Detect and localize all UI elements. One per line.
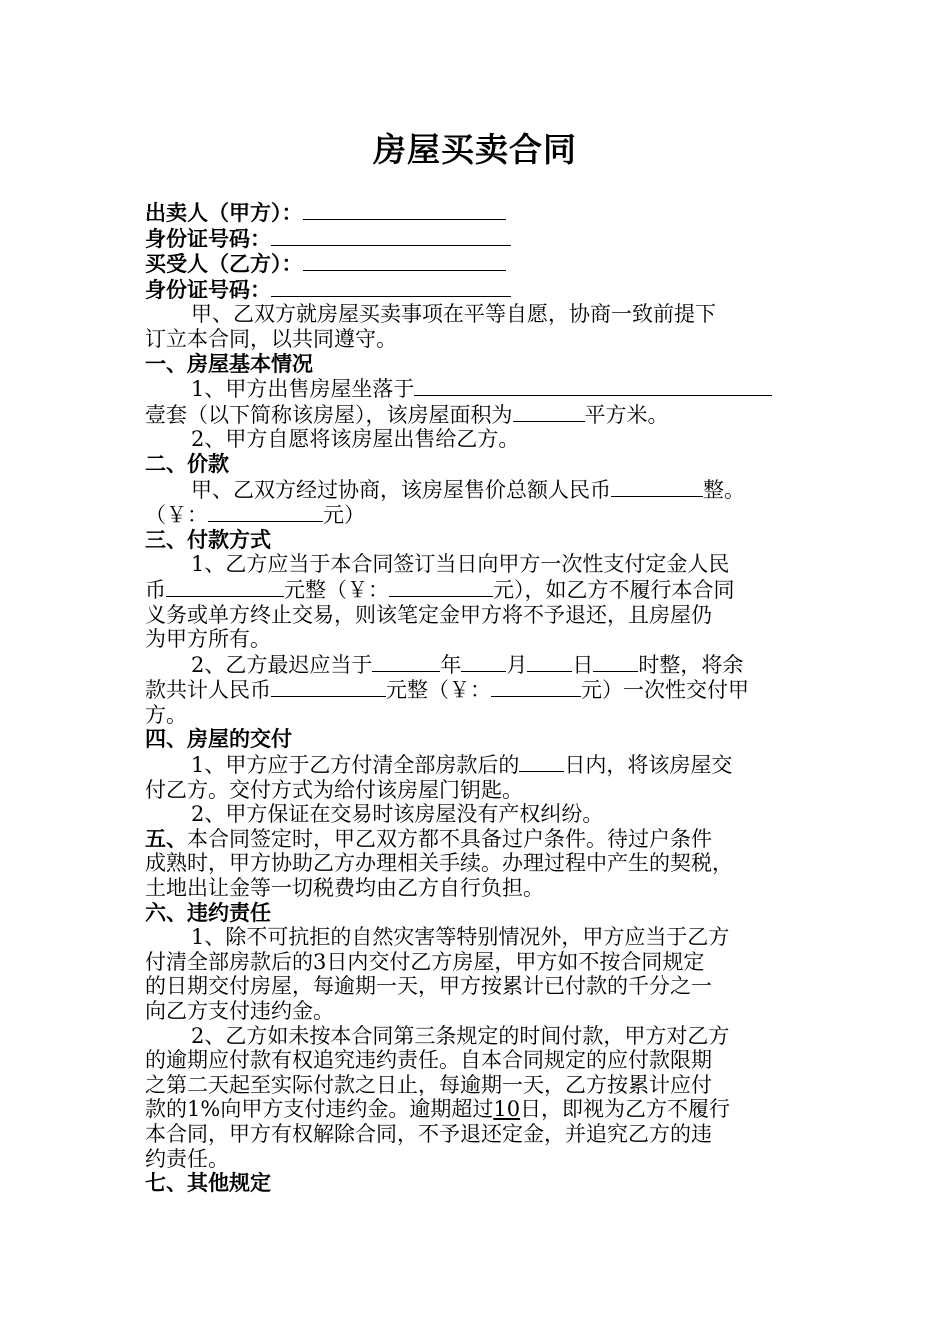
- s2-yuan-suffix: 元）: [323, 503, 365, 528]
- s2-p1-line-2: [145, 502, 813, 528]
- buyer-id-blank: [271, 277, 511, 297]
- s2-p1-line-1: [145, 477, 813, 503]
- s3-text-c: 元），如乙方不履行本合同: [493, 577, 735, 602]
- buyer-id-line: [145, 277, 813, 303]
- s6-p2-line-3: 之第二天起至实际付款之日止，每逾期一天，乙方按累计应付: [145, 1072, 712, 1097]
- s5-line-1: [145, 827, 813, 852]
- area-unit: 平方米。: [584, 402, 669, 427]
- overdue-days-value: 10: [493, 1097, 521, 1122]
- seller-blank: [303, 200, 506, 220]
- s3-p2-line-2: [145, 677, 813, 703]
- section-2-heading: 二、价款: [145, 451, 229, 476]
- section-4-heading: 四、房屋的交付: [145, 727, 292, 752]
- price-yuan-blank: [208, 502, 323, 522]
- s1-p2: 2、甲方自愿将该房屋出售给乙方。: [191, 427, 520, 452]
- buyer-line: [145, 251, 813, 277]
- s5-line-2: 成熟时，甲方协助乙方办理相关手续。办理过程中产生的契税，: [145, 851, 733, 876]
- s2-p1-text-b: 整。: [703, 477, 745, 502]
- s1-p1-text-b: 壹套（以下简称该房屋），该房屋面积为: [145, 402, 513, 427]
- delivery-days-blank: [519, 752, 564, 772]
- s4-p1-text-b: 日内，将该房屋交: [564, 753, 733, 778]
- day-label: 日: [572, 652, 594, 677]
- buyer-blank: [303, 251, 506, 271]
- s1-p1-text: 1、甲方出售房屋坐落于: [191, 377, 415, 402]
- s3-p1-line-4: 为甲方所有。: [145, 627, 271, 652]
- year-blank: [372, 652, 440, 672]
- s3-p2-balance-text: 款共计人民币: [145, 678, 271, 703]
- seller-id-blank: [271, 226, 511, 246]
- s5-line-3: 土地出让金等一切税费均由乙方自行负担。: [145, 876, 544, 901]
- s4-p1-text: 1、甲方应于乙方付清全部房款后的: [191, 753, 520, 778]
- document-title: 房屋买卖合同: [373, 130, 577, 169]
- s6-p2-line-6: 约责任。: [145, 1146, 229, 1171]
- s6-p1-line-3: 的日期交付房屋，每逾期一天，甲方按累计已付款的千分之一: [145, 974, 712, 999]
- s1-p1-line-1: [145, 376, 813, 402]
- section-7-heading: 七、其他规定: [145, 1171, 271, 1196]
- s3-text-a: 币: [145, 577, 166, 602]
- month-blank: [461, 652, 506, 672]
- seller-label: 出卖人（甲方）：: [145, 201, 303, 225]
- balance-yuan-blank: [491, 677, 581, 697]
- s6-p2-text: 款的1%向甲方支付违约金。逾期超过: [145, 1097, 494, 1122]
- location-blank: [414, 376, 772, 396]
- s3-p2-line-1: [145, 652, 813, 678]
- intro-line-2: 订立本合同，以共同遵守。: [145, 326, 397, 351]
- s4-p1-line-1: [145, 752, 813, 778]
- buyer-id-label: 身份证号码：: [145, 277, 271, 302]
- area-blank: [513, 402, 585, 422]
- s6-p2-line-4: [145, 1097, 813, 1122]
- month-label: 月: [506, 652, 528, 677]
- seller-line: [145, 200, 813, 226]
- s6-p1-line-1: 1、除不可抗拒的自然灾害等特别情况外，甲方应当于乙方: [191, 925, 730, 950]
- price-blank: [611, 477, 703, 497]
- section-3-heading: 三、付款方式: [145, 527, 271, 552]
- deposit-yuan-blank: [389, 577, 493, 597]
- s6-p1-line-2: 付清全部房款后的3日内交付乙方房屋，甲方如不按合同规定: [145, 949, 705, 974]
- s3-p1-line-2: [145, 577, 813, 603]
- year-label: 年: [440, 652, 462, 677]
- s3-p2-balance-text-b: 元整（￥：: [386, 678, 491, 703]
- s2-p1-text: 甲、乙双方经过协商，该房屋售价总额人民币: [191, 477, 611, 502]
- s3-p1-line-3: 义务或单方终止交易，则该笔定金甲方将不予退还，且房屋仍: [145, 602, 712, 627]
- s6-p2-line-5: 本合同，甲方有权解除合同，不予退还定金，并追究乙方的违: [145, 1121, 712, 1146]
- section-1-heading: 一、房屋基本情况: [145, 351, 313, 376]
- s6-p2-line-2: 的逾期应付款有权追究违约责任。自本合同规定的应付款限期: [145, 1048, 712, 1073]
- section-6-heading: 六、违约责任: [145, 900, 271, 925]
- s6-p1-line-4: 向乙方支付违约金。: [145, 999, 334, 1023]
- buyer-label: 买受人（乙方）：: [145, 252, 303, 277]
- contract-body: [145, 200, 813, 1196]
- s4-p2: 2、甲方保证在交易时该房屋没有产权纠纷。: [191, 802, 604, 827]
- section-5-heading: 五、: [145, 826, 187, 851]
- s3-p2-text: 2、乙方最迟应当于: [191, 652, 373, 677]
- s4-p1-line-2: 付乙方。交付方式为给付该房屋门钥匙。: [145, 777, 523, 802]
- intro-line-1: 甲、乙双方就房屋买卖事项在平等自愿，协商一致前提下: [191, 302, 716, 327]
- day-blank: [527, 652, 572, 672]
- s3-p1-line-1: 1、乙方应当于本合同签订当日向甲方一次性支付定金人民: [191, 552, 730, 577]
- seller-id-line: [145, 226, 813, 252]
- s3-p2-text-b: 时整，将余: [638, 652, 744, 677]
- seller-id-label: 身份证号码：: [145, 226, 271, 251]
- deposit-blank: [166, 577, 284, 597]
- s6-p2-text-b: 日，即视为乙方不履行: [520, 1097, 731, 1122]
- s3-text-b: 元整（￥：: [284, 577, 389, 602]
- s1-p1-line-2: [145, 402, 813, 428]
- s5-text: 本合同签定时，甲乙双方都不具备过户条件。待过户条件: [187, 826, 712, 851]
- s3-p2-line-3: 方。: [145, 702, 187, 727]
- s6-p2-line-1: 2、乙方如未按本合同第三条规定的时间付款，甲方对乙方: [191, 1023, 730, 1048]
- s2-yuan-prefix: （￥：: [145, 503, 208, 528]
- hour-blank: [593, 652, 638, 672]
- balance-blank: [271, 677, 386, 697]
- s3-p2-balance-text-c: 元）一次性交付甲: [581, 678, 749, 703]
